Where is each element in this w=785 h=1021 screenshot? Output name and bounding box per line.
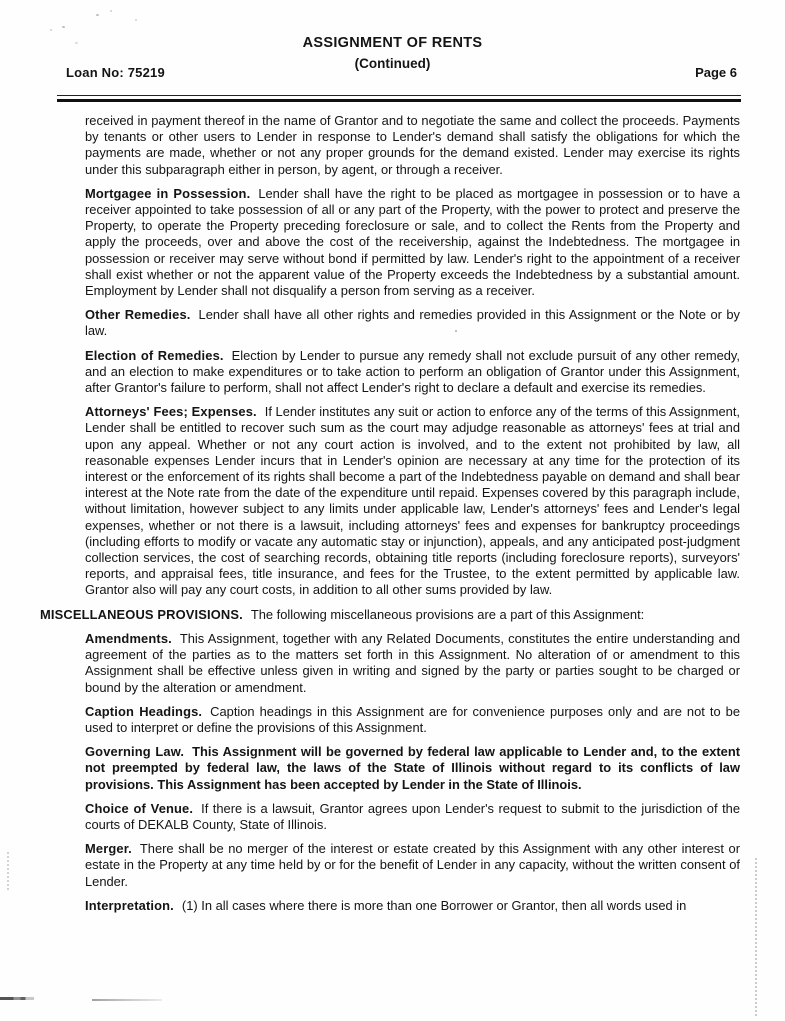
clause-governing-law [85, 744, 740, 793]
clause-text: Election by Lender to pursue any remedy shall not exclude pursuit of any other remedy, and an election to make expenditures or to take action to perform an obligation of Grantor under this Assignment, after Grantor's failure to perform, shall not affect Lender's right to declare a default and exercise its remedies. [85, 347, 740, 396]
section-miscellaneous-provisions [40, 607, 740, 623]
clause-heading: Mortgagee in Possession. [85, 185, 251, 201]
title-block [0, 36, 785, 70]
clause-heading: Interpretation. [85, 897, 174, 913]
clause-interpretation [85, 898, 740, 914]
page-number: Page 6 [695, 65, 737, 80]
clause-mortgagee-in-possession [85, 186, 740, 299]
clause-continuation [85, 113, 740, 178]
loan-number: Loan No: 75219 [66, 65, 165, 80]
clause-heading: Attorneys' Fees; Expenses. [85, 404, 257, 420]
document-subtitle: (Continued) [354, 55, 431, 71]
clause-heading: Governing Law. [85, 744, 185, 760]
clause-heading: Choice of Venue. [85, 800, 194, 816]
page-header [0, 0, 785, 80]
scan-edge-dots [755, 858, 757, 1016]
section-text: The following miscellaneous provisions are a part of this Assignment: [250, 606, 645, 622]
clause-text: Lender shall have all other rights and remedies provided in this Assignment or the Note or by law. [85, 307, 740, 339]
scan-edge-dots [7, 852, 9, 890]
clause-choice-of-venue [85, 801, 740, 833]
clause-text: This Assignment will be governed by federal law applicable to Lender and, to the extent not preempted by federal law, the laws of the State of Illinois without regard to its conflicts of law provisions. This Assignment has been accepted by Lender in the State of Illinois. [85, 744, 740, 792]
clause-merger [85, 841, 740, 890]
clause-text: Caption headings in this Assignment are for convenience purposes only and are not to be used to interpret or define the provisions of this Assignment. [85, 703, 740, 735]
clause-text: If Lender institutes any suit or action to enforce any of the terms of this Assignment, Lender shall be entitled to recover such sum as the court may adjudge reasonable as attorneys' fees at trial and upon any appeal. Whether or not any court action is involved, and to the extent not prohibited by law, all reasonable expenses Lender incurs that in Lender's opinion are necessary at any time for the protection of its interest or the enforcement of its rights shall become a part of the Indebtedness payable on demand and shall bear interest at the Note rate from the date of the expenditure until repaid. Expenses covered by this paragraph include, without limitation, however subject to any limits under applicable law, Lender's attorneys' fees and Lender's legal expenses, whether or not there is a lawsuit, including attorneys' fees and expenses for bankruptcy proceedings (including efforts to modify or vacate any automatic stay or injunction), appeals, and any anticipated post-judgment collection services, the cost of searching records, obtaining title reports (including foreclosure reports), surveyors' reports, and appraisal fees, title insurance, and fees for the Trustee, to the extent permitted by applicable law. Grantor also will pay any court costs, in addition to all other sums provided by law. [85, 404, 740, 598]
header-divider [57, 95, 741, 102]
clause-text: received in payment thereof in the name of Grantor and to negotiate the same and collect the proceeds. Payments by tenants or other users to Lender in response to Lender's demand shall satisfy the obligations for which the payments are made, whether or not any proper grounds for the demand existed. Lender may exercise its rights under this subparagraph either in person, by agent, or through a receiver. [85, 113, 740, 177]
clause-caption-headings [85, 704, 740, 736]
document-title: ASSIGNMENT OF RENTS [302, 35, 483, 51]
clause-election-of-remedies [85, 348, 740, 397]
clause-other-remedies [85, 307, 740, 339]
clause-heading: Merger. [85, 841, 132, 857]
clause-text: (1) In all cases where there is more than one Borrower or Grantor, then all words used in [181, 897, 687, 913]
clause-text: If there is a lawsuit, Grantor agrees upon Lender's request to submit to the jurisdiction of the courts of DEKALB County, State of Illinois. [85, 800, 740, 832]
clause-attorneys-fees-expenses [85, 404, 740, 598]
clause-heading: Caption Headings. [85, 703, 203, 719]
clause-text: This Assignment, together with any Related Documents, constitutes the entire understanding and agreement of the parties as to the matters set forth in this Assignment. No alteration of or amendment to this Assignment shall be effective unless given in writing and signed by the party or parties sought to be charged or bound by the alteration or amendment. [85, 630, 740, 695]
clause-amendments [85, 631, 740, 696]
clause-text: There shall be no merger of the interest or estate created by this Assignment with any other interest or estate in the Property at any time held by or for the benefit of Lender in any capacity, without the written consent of Lender. [85, 841, 740, 889]
clause-heading: Other Remedies. [85, 307, 191, 323]
scan-smudge [0, 997, 34, 1000]
clause-heading: Amendments. [85, 630, 172, 646]
document-body [40, 113, 740, 914]
clause-text: Lender shall have the right to be placed as mortgagee in possession or to have a receiver appointed to take possession of all or any part of the Property, with the power to protect and preserve the Property, to operate the Property preceding foreclosure or sale, and to collect the Rents from the Property and apply the proceeds, over and above the cost of the receivership, against the Indebtedness. The mortgagee in possession or receiver may serve without bond if permitted by law. Lender's right to the appointment of a receiver shall exist whether or not the apparent value of the Property exceeds the Indebtedness by a substantial amount. Employment by Lender shall not disqualify a person from serving as a receiver. [85, 185, 741, 299]
scan-smudge [92, 999, 162, 1001]
section-heading: MISCELLANEOUS PROVISIONS. [40, 606, 243, 622]
clause-heading: Election of Remedies. [85, 347, 224, 363]
